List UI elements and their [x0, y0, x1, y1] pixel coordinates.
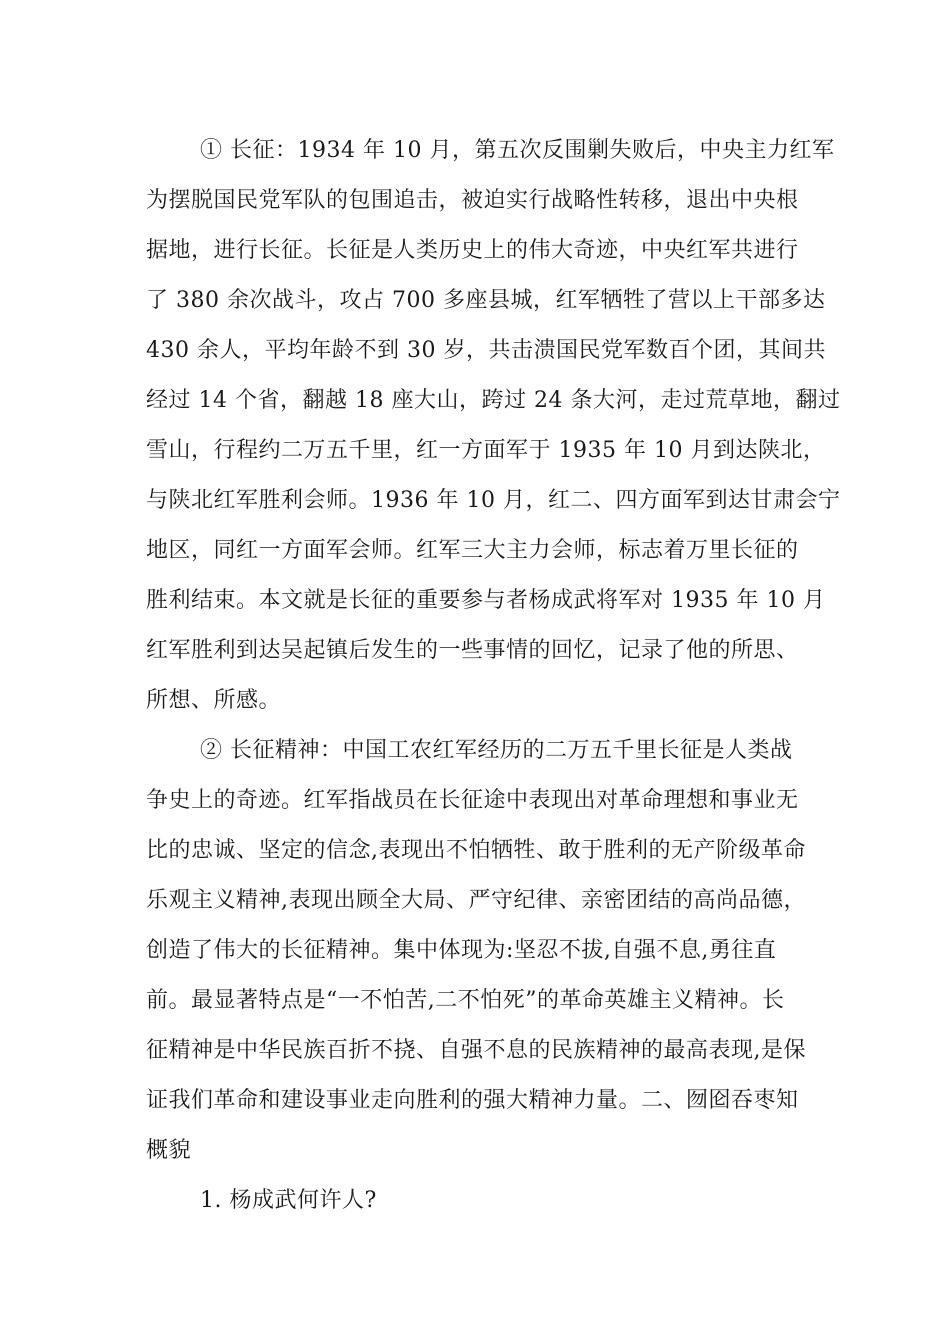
text-line: 雪山，行程约二万五千里，红一方面军于 1935 年 10 月到达陕北，	[146, 438, 826, 463]
text-line: 与陕北红军胜利会师。1936 年 10 月，红二、四方面军到达甘肃会宁	[146, 488, 841, 513]
text-line: 胜利结束。本文就是长征的重要参与者杨成武将军对 1935 年 10 月	[146, 588, 826, 613]
text-line: 前。最显著特点是“一不怕苦,二不怕死”的革命英雄主义精神。长	[146, 988, 785, 1013]
text-line: 地区，同红一方面军会师。红军三大主力会师，标志着万里长征的	[146, 538, 799, 563]
text-line: 乐观主义精神,表现出顾全大局、严守纪律、亲密团结的高尚品德，	[146, 888, 806, 913]
text-line: 红军胜利到达吴起镇后发生的一些事情的回忆，记录了他的所思、	[146, 638, 799, 663]
text-line: 概貌	[146, 1138, 192, 1163]
text-line: 比的忠诚、坚定的信念,表现出不怕牺牲、敢于胜利的无产阶级革命	[146, 838, 806, 863]
text-line: 430 余人，平均年龄不到 30 岁，共击溃国民党军数百个团，其间共	[146, 338, 826, 363]
text-line: 为摆脱国民党军队的包围追击，被迫实行战略性转移，退出中央根	[146, 188, 799, 213]
text-line: ② 长征精神：中国工农红军经历的二万五千里长征是人类战	[200, 738, 793, 763]
text-line: 征精神是中华民族百折不挠、自强不息的民族精神的最高表现,是保	[146, 1038, 806, 1063]
text-line: 据地，进行长征。长征是人类历史上的伟大奇迹，中央红军共进行	[146, 238, 799, 263]
question-heading: 1. 杨成武何许人?	[200, 1188, 377, 1213]
text-line: ① 长征：1934 年 10 月，第五次反围剿失败后，中央主力红军	[200, 138, 835, 163]
text-line: 争史上的奇迹。红军指战员在长征途中表现出对革命理想和事业无	[146, 788, 799, 813]
text-line: 经过 14 个省，翻越 18 座大山，跨过 24 条大河，走过荒草地，翻过	[146, 388, 841, 413]
text-line: 了 380 余次战斗，攻占 700 多座县城，红军牺牲了营以上干部多达	[146, 288, 826, 313]
text-line: 所想、所感。	[146, 688, 282, 713]
text-line: 创造了伟大的长征精神。集中体现为:坚忍不拔,自强不息,勇往直	[146, 938, 777, 963]
text-line: 证我们革命和建设事业走向胜利的强大精神力量。二、囫囵吞枣知	[146, 1088, 799, 1113]
